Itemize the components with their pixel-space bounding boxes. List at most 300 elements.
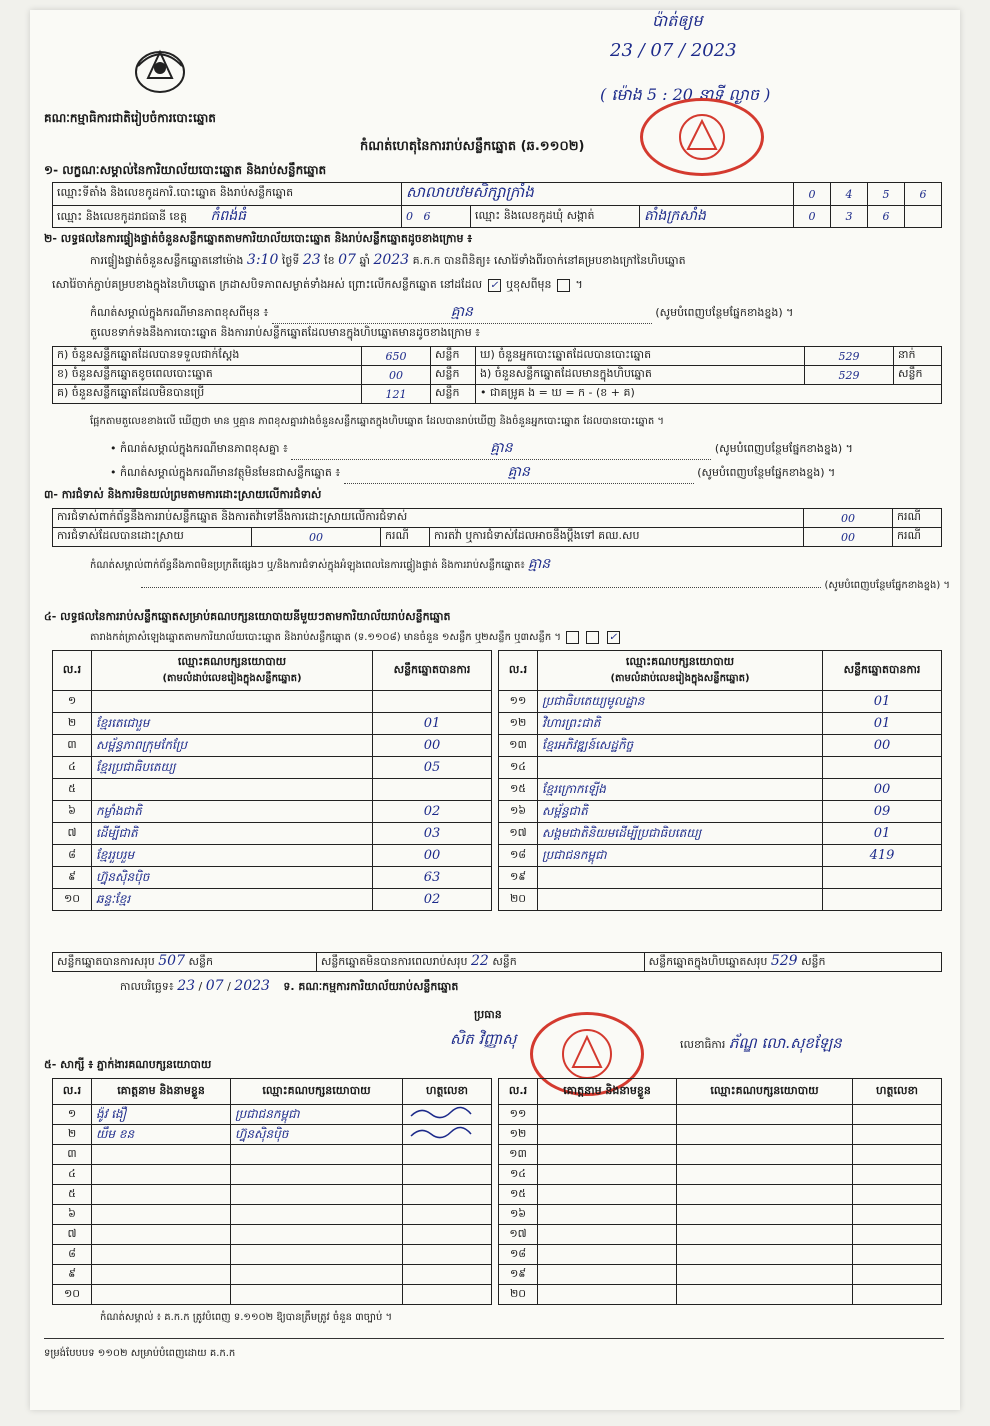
section1-title: ១- លក្ខណៈសម្គាល់នៃការិយាល័យបោះឆ្នោត និងរាប់សន្លឹកឆ្នោត bbox=[44, 163, 327, 177]
witness-row-no: ១៦ bbox=[499, 1205, 538, 1225]
date-month: 07 bbox=[205, 978, 224, 994]
party-row-votes bbox=[823, 867, 942, 889]
witness-row bbox=[499, 1225, 942, 1245]
location-code-2: 4 bbox=[831, 183, 868, 206]
witness-row-party bbox=[231, 1245, 403, 1265]
witness-row-signature bbox=[853, 1105, 942, 1125]
party-row bbox=[499, 735, 942, 757]
witness-row-signature bbox=[403, 1205, 492, 1225]
witness-row bbox=[53, 1145, 492, 1165]
party-row bbox=[53, 735, 492, 757]
total-invalid-value: 22 bbox=[470, 953, 489, 969]
witness-row-name bbox=[92, 1225, 231, 1245]
location-code-3: 5 bbox=[868, 183, 905, 206]
witness-row-no: ៨ bbox=[53, 1245, 92, 1265]
party-row bbox=[53, 889, 492, 911]
party-row-no: ១៨ bbox=[499, 845, 538, 867]
footer-text: ទម្រង់បែបបទ ១១០២ សម្រាប់បំពេញដោយ គ.ក.ក bbox=[44, 1348, 236, 1359]
col-votes: សន្លឹកឆ្នោតបានការ bbox=[373, 651, 492, 691]
col-party bbox=[92, 651, 373, 691]
stat-a-value: 650 bbox=[362, 347, 431, 366]
witness-row-no: ៩ bbox=[53, 1265, 92, 1285]
party-row-name: វិហារព្រះជាតិ bbox=[538, 713, 823, 735]
w-col-party: ឈ្មោះគណបក្សនយោបាយ bbox=[231, 1079, 403, 1105]
witness-left bbox=[52, 1078, 492, 1305]
witness-row bbox=[499, 1245, 942, 1265]
witness-row-party bbox=[231, 1165, 403, 1185]
party-row-name: ខ្មែរអភិវឌ្ឍន៍សេដ្ឋកិច្ច bbox=[538, 735, 823, 757]
date-year: 2023 bbox=[234, 978, 270, 994]
stat-a-unit: សន្លឹក bbox=[431, 347, 476, 366]
witness-row bbox=[53, 1285, 492, 1305]
party-row bbox=[53, 713, 492, 735]
witness-row bbox=[53, 1185, 492, 1205]
party-row bbox=[53, 867, 492, 889]
witness-row-name bbox=[92, 1245, 231, 1265]
party-row bbox=[499, 713, 942, 735]
party-row-no: ១២ bbox=[499, 713, 538, 735]
witness-right bbox=[498, 1078, 942, 1305]
witness-row-name bbox=[538, 1165, 677, 1185]
witness-row-name bbox=[92, 1205, 231, 1225]
location-value: សាលាបឋមសិក្សាក្រាំង bbox=[402, 183, 794, 206]
signature-scribble bbox=[407, 1126, 477, 1140]
party-row bbox=[499, 867, 942, 889]
party-row-no: ១៦ bbox=[499, 801, 538, 823]
witness-row-name bbox=[538, 1265, 677, 1285]
objection-value: 00 bbox=[804, 509, 893, 528]
date-label: កាលបរិច្ឆេទ៖ bbox=[120, 980, 174, 993]
stats-row bbox=[53, 366, 942, 385]
party-row-votes: 01 bbox=[823, 691, 942, 713]
witness-row-signature bbox=[403, 1285, 492, 1305]
witness-row bbox=[499, 1105, 942, 1125]
changed-checkbox[interactable] bbox=[557, 279, 570, 292]
bullet1-suffix: (សូមបំពេញបន្ថែមផ្នែកខាងខ្នង) ។ bbox=[714, 442, 853, 455]
party-row-name: ប្រជាធិបតេយ្យមូលដ្ឋាន bbox=[538, 691, 823, 713]
witness-row-no: ១៥ bbox=[499, 1185, 538, 1205]
section3-note-value: គ្មាន bbox=[527, 556, 551, 572]
witness-row-no: ១ bbox=[53, 1105, 92, 1125]
witness-row-party bbox=[231, 1285, 403, 1305]
party-row-name: ខ្មែររួបរួម bbox=[92, 845, 373, 867]
party-row-no: ៩ bbox=[53, 867, 92, 889]
handwritten-date: 23 / 07 / 2023 bbox=[610, 40, 737, 61]
party-row-name bbox=[538, 757, 823, 779]
stat-b-value: 00 bbox=[362, 366, 431, 385]
section5-title: ៥- សាក្សី ៖ ភ្នាក់ងារគណបក្សនយោបាយ bbox=[44, 1058, 212, 1071]
witness-row-signature bbox=[853, 1245, 942, 1265]
handwritten-note: ប៉ាត់ឲ្យម bbox=[652, 11, 703, 30]
witness-row-party bbox=[677, 1185, 853, 1205]
party-row-no: ២ bbox=[53, 713, 92, 735]
chair-name: សិត វិញ្ញាសុ bbox=[450, 1030, 517, 1048]
witness-row bbox=[53, 1165, 492, 1185]
stat-e-value: 529 bbox=[805, 366, 894, 385]
party-row-votes: 05 bbox=[373, 757, 492, 779]
party-row bbox=[499, 823, 942, 845]
w-col-no-right: ល.រ bbox=[499, 1079, 538, 1105]
resolved-value: 00 bbox=[252, 528, 381, 547]
note-suffix: (សូមបំពេញបន្ថែមផ្នែកខាងខ្នង) ។ bbox=[655, 306, 794, 319]
line1-text-e: គ.ក.ក បានពិនិត្យ៖ សោរ៉ៃទាំងពីរចាក់នៅគម្របខាងក្រៅនៃហិបឆ្នោត bbox=[412, 254, 686, 267]
party-row bbox=[499, 779, 942, 801]
party-row-no: ១៧ bbox=[499, 823, 538, 845]
witness-row-party bbox=[231, 1205, 403, 1225]
witness-row-signature bbox=[853, 1185, 942, 1205]
province-value: កំពង់ធំ bbox=[210, 208, 247, 224]
witness-row-signature bbox=[853, 1205, 942, 1225]
party-row-votes: 01 bbox=[373, 713, 492, 735]
sheet3-checkbox[interactable]: ✓ bbox=[607, 631, 620, 644]
party-row-votes bbox=[823, 757, 942, 779]
witness-row-signature bbox=[403, 1145, 492, 1165]
witness-row-name bbox=[538, 1105, 677, 1125]
section4-intro-text: តារាងកត់ត្រាសំឡេងឆ្នោតតាមការិយាល័យបោះឆ្នោត និងរាប់សន្លឹកឆ្នោត (ទ.១១០៨) មានចំនួន ១សន្លឹក ឬ២សន្លឹក ឬ៣សន្លឹក ។ bbox=[90, 632, 562, 643]
party-row-no: ១៣ bbox=[499, 735, 538, 757]
witness-row-signature bbox=[853, 1265, 942, 1285]
party-row-no: ៣ bbox=[53, 735, 92, 757]
section2-intro: តួលេខទាក់ទងនឹងការបោះឆ្នោត និងការរាប់សន្លឹកឆ្នោតដែលមានក្នុងហិបឆ្នោតមានដូចខាងក្រោម ៖ bbox=[90, 326, 481, 339]
section2-bullet1 bbox=[110, 438, 950, 460]
location-code-1: 0 bbox=[794, 183, 831, 206]
party-row-votes bbox=[373, 691, 492, 713]
witness-row-no: ៥ bbox=[53, 1185, 92, 1205]
party-row-name bbox=[92, 779, 373, 801]
party-row-name: សម្ព័ន្ធភាពក្រុមកែប្រែ bbox=[92, 735, 373, 757]
stat-e-label: ង) ចំនួនសន្លឹកឆ្នោតដែលមានក្នុងហិបឆ្នោត bbox=[476, 366, 805, 385]
stats-row bbox=[53, 347, 942, 366]
total-valid-unit: សន្លឹក bbox=[188, 955, 213, 968]
province-label bbox=[53, 206, 402, 228]
witness-row-party: ប្រជាជនកម្ពុជា bbox=[231, 1105, 403, 1125]
section2-line2: សោរ៉ៃចាក់ភ្ជាប់គម្របខាងក្នុងនៃហិបឆ្នោត ក្រដាសបិទភាពសម្ងាត់ទាំងអស់ ព្រោះលើកសន្លឹកឆ្នោត នៅដដែល ✓ ឬខុសពីមុន ។ bbox=[52, 278, 583, 291]
appeal-label: ការតវ៉ា ឬការជំទាស់ដែលអាចនឹងប្តឹងទៅ គឈ.សប bbox=[430, 528, 804, 547]
col-party-right-sub: (តាមលំដាប់លេខរៀងក្នុងសន្លឹកឆ្នោត) bbox=[610, 673, 750, 684]
date-day: 23 bbox=[177, 978, 196, 994]
location-code-4: 6 bbox=[905, 183, 942, 206]
note-label: កំណត់សម្គាល់ក្នុងករណីមានភាពខុសពីមុន ៖ bbox=[90, 306, 269, 319]
section2-title: ២- លទ្ធផលនៃការផ្ទៀងផ្ទាត់ចំនួនសន្លឹកឆ្នោតតាមការិយាល័យបោះឆ្នោត និងរាប់សន្លឹកឆ្នោតដូចខាងក្រោម ៖ bbox=[44, 232, 473, 245]
total-box bbox=[644, 953, 941, 972]
party-row bbox=[53, 845, 492, 867]
col-party-sub: (តាមលំដាប់លេខរៀងក្នុងសន្លឹកឆ្នោត) bbox=[162, 673, 302, 684]
col-no: ល.រ bbox=[53, 651, 92, 691]
appeal-value: 00 bbox=[804, 528, 893, 547]
sheet1-checkbox[interactable] bbox=[566, 631, 579, 644]
w-col-name: គោត្តនាម និងនាមខ្លួន bbox=[92, 1079, 231, 1105]
witness-row-party bbox=[677, 1245, 853, 1265]
witness-row-name bbox=[92, 1165, 231, 1185]
emblem-logo bbox=[130, 38, 190, 98]
witness-row-party bbox=[231, 1185, 403, 1205]
party-row bbox=[499, 801, 942, 823]
line1-text-a: ការផ្ទៀងផ្ទាត់ចំនួនសន្លឹកឆ្នោតនៅម៉ោង bbox=[90, 254, 244, 267]
formula-label: • ជាគម្រូគ ង = ឃ = ក - (ខ + គ) bbox=[476, 385, 942, 404]
witness-row-name: ង៉ូវ ងឿ bbox=[92, 1105, 231, 1125]
stat-c-unit: សន្លឹក bbox=[431, 385, 476, 404]
bullet1-label: • កំណត់សម្គាល់ក្នុងករណីមានភាពខុសគ្នា ៖ bbox=[110, 442, 288, 455]
total-box-label: សន្លឹកឆ្នោតក្នុងហិបឆ្នោតសរុប bbox=[648, 955, 768, 968]
witness-row bbox=[53, 1105, 492, 1125]
witness-row-name bbox=[538, 1125, 677, 1145]
section4-intro bbox=[90, 630, 622, 645]
party-row bbox=[499, 691, 942, 713]
total-invalid-unit: សន្លឹក bbox=[492, 955, 517, 968]
witness-row bbox=[53, 1205, 492, 1225]
resolved-label: ការជំទាស់ដែលបានដោះស្រាយ bbox=[53, 528, 252, 547]
witness-row-no: ១៣ bbox=[499, 1145, 538, 1165]
section3-note-line bbox=[52, 578, 950, 593]
objection-unit: ករណី bbox=[893, 509, 942, 528]
party-row-votes bbox=[373, 779, 492, 801]
total-valid-label: សន្លឹកឆ្នោតបានការសរុប bbox=[57, 955, 155, 968]
section2-bullet2 bbox=[110, 462, 950, 484]
footer-divider bbox=[44, 1338, 944, 1339]
col-party-right-text: ឈ្មោះគណបក្សនយោបាយ bbox=[625, 655, 735, 668]
bullet2-suffix: (សូមបំពេញបន្ថែមផ្នែកខាងខ្នង) ។ bbox=[697, 466, 836, 479]
month-value: 07 bbox=[338, 252, 356, 268]
doc-title: កំណត់ហេតុនៃការរាប់សន្លឹកឆ្នោត (ឆ.១១០២) bbox=[360, 139, 585, 154]
w-col-sign: ហត្ថលេខា bbox=[403, 1079, 492, 1105]
commune-value: តាំងក្រសាំង bbox=[640, 206, 794, 228]
commune-code-1: 0 bbox=[794, 206, 831, 228]
witness-row-no: ២ bbox=[53, 1125, 92, 1145]
witness-row-party bbox=[677, 1145, 853, 1165]
col-party-text: ឈ្មោះគណបក្សនយោបាយ bbox=[177, 655, 287, 668]
party-row-name: សម្ព័ន្ធជាតិ bbox=[538, 801, 823, 823]
witness-row-party bbox=[677, 1265, 853, 1285]
party-row-votes: 00 bbox=[373, 735, 492, 757]
objection-label: ការជំទាស់ពាក់ព័ន្ធនឹងការរាប់សន្លឹកឆ្នោត និងការតវ៉ាទៅនឹងការដោះស្រាយលើការជំទាស់ bbox=[53, 509, 804, 528]
section2-line1 bbox=[90, 252, 950, 270]
total-box-unit: សន្លឹក bbox=[801, 955, 826, 968]
party-row-no: ១០ bbox=[53, 889, 92, 911]
party-row-no: ៥ bbox=[53, 779, 92, 801]
witness-row-signature bbox=[403, 1185, 492, 1205]
witness-row bbox=[499, 1165, 942, 1185]
witness-row bbox=[499, 1185, 942, 1205]
w-col-sign-right: ហត្ថលេខា bbox=[853, 1079, 942, 1105]
party-row-no: ៦ bbox=[53, 801, 92, 823]
party-row-no: ២០ bbox=[499, 889, 538, 911]
location-label: ឈ្មោះទីតាំង និងលេខកូដការិ.បោះឆ្នោត និងរាប់សន្លឹកឆ្នោត bbox=[53, 183, 402, 206]
witness-row bbox=[499, 1205, 942, 1225]
stats-row bbox=[53, 385, 942, 404]
secretary-label: លេខាធិការ bbox=[680, 1038, 726, 1051]
day-value: 23 bbox=[302, 252, 321, 268]
total-invalid-label: សន្លឹកឆ្នោតមិនបានការពេលរាប់សរុប bbox=[320, 955, 468, 968]
witness-row-signature bbox=[403, 1105, 492, 1125]
section3-table bbox=[52, 508, 942, 547]
party-row-name: ខ្មែរតេជោរួម bbox=[92, 713, 373, 735]
province-code bbox=[402, 206, 471, 228]
witness-row bbox=[53, 1265, 492, 1285]
witness-row-no: ៧ bbox=[53, 1225, 92, 1245]
witness-row-name bbox=[92, 1145, 231, 1165]
witness-row-no: ៤ bbox=[53, 1165, 92, 1185]
witness-row bbox=[499, 1265, 942, 1285]
party-row bbox=[499, 889, 942, 911]
witness-row-party bbox=[231, 1145, 403, 1165]
form-page bbox=[30, 10, 960, 1410]
witness-row-signature bbox=[853, 1125, 942, 1145]
commune-code-empty bbox=[905, 206, 942, 228]
party-results-right bbox=[498, 650, 942, 911]
total-box-value: 529 bbox=[770, 953, 798, 969]
witness-row-party bbox=[677, 1285, 853, 1305]
w-col-party-right: ឈ្មោះគណបក្សនយោបាយ bbox=[677, 1079, 853, 1105]
party-row-name: កម្លាំងជាតិ bbox=[92, 801, 373, 823]
sheet2-checkbox[interactable] bbox=[586, 631, 599, 644]
witness-row-signature bbox=[403, 1165, 492, 1185]
same-checkbox[interactable]: ✓ bbox=[488, 279, 501, 292]
section3-title: ៣- ការជំទាស់ និងការមិនយល់ព្រមតាមការដោះស្រាយលើការជំទាស់ bbox=[44, 488, 322, 501]
col-votes-right: សន្លឹកឆ្នោតបានការ bbox=[823, 651, 942, 691]
party-row-votes: 02 bbox=[373, 801, 492, 823]
col-no-right: ល.រ bbox=[499, 651, 538, 691]
witness-row-signature bbox=[853, 1285, 942, 1305]
section1-table bbox=[52, 182, 942, 228]
party-results-left bbox=[52, 650, 492, 911]
stat-a-label: ក) ចំនួនសន្លឹកឆ្នោតដែលបានទទួលជាក់ស្តែង bbox=[53, 347, 362, 366]
party-row-name: ដើម្បីជាតិ bbox=[92, 823, 373, 845]
commune-code-2: 3 bbox=[831, 206, 868, 228]
section2-check-line: ផ្អែកតាមតួលេខខាងលើ ឃើញថា មាន ឬគ្មាន ភាពខុសគ្នារវាងចំនួនសន្លឹកឆ្នោតក្នុងហិបឆ្នោត ដែលបានរាប់ឃើញ និងចំនួនអ្នកបោះឆ្នោត ដែលបានបោះឆ្នោត ។ bbox=[90, 416, 665, 427]
party-row-no: ៨ bbox=[53, 845, 92, 867]
year-value: 2023 bbox=[373, 252, 410, 268]
witness-row-party bbox=[677, 1125, 853, 1145]
party-row-no: ៧ bbox=[53, 823, 92, 845]
witness-row-party bbox=[677, 1105, 853, 1125]
total-invalid bbox=[316, 953, 644, 972]
witness-row-signature bbox=[403, 1245, 492, 1265]
party-row bbox=[53, 779, 492, 801]
party-row-name: ខ្មែរប្រជាធិបតេយ្យ bbox=[92, 757, 373, 779]
note-value: គ្មាន bbox=[272, 302, 652, 324]
witness-row-party: ហ្វ៊ុនស៊ិនប៉ិច bbox=[231, 1125, 403, 1145]
line1-text-b: ថ្ងៃទី bbox=[281, 254, 300, 267]
secretary bbox=[680, 1034, 842, 1056]
chair-label: ប្រធាន bbox=[474, 1008, 502, 1021]
party-row-votes: 63 bbox=[373, 867, 492, 889]
commune-code-3: 6 bbox=[868, 206, 905, 228]
line1-text-d: ឆ្នាំ bbox=[359, 254, 370, 267]
section3-note-suffix: (សូមបំពេញបន្ថែមផ្នែកខាងខ្នង) ។ bbox=[824, 580, 950, 591]
witness-row-no: ១២ bbox=[499, 1125, 538, 1145]
section3-note-label: កំណត់សម្គាល់ពាក់ព័ន្ធនឹងភាពមិនប្រក្រតីផ្សេងៗ ឬ/និងការជំទាស់ក្នុងអំឡុងពេលនៃការផ្ទៀងផ្ទាត់ និងការរាប់សន្លឹកឆ្នោត៖ bbox=[90, 560, 525, 571]
party-row-no: ១៥ bbox=[499, 779, 538, 801]
witness-row-signature bbox=[403, 1225, 492, 1245]
witness-row-name bbox=[538, 1205, 677, 1225]
party-row-name bbox=[92, 691, 373, 713]
party-row-name bbox=[538, 889, 823, 911]
witness-row-name bbox=[538, 1145, 677, 1165]
w-col-name-right: គោត្តនាម និងនាមខ្លួន bbox=[538, 1079, 677, 1105]
changed-label: ឬខុសពីមុន bbox=[506, 278, 552, 291]
committee-label: ទ. គណៈកម្មការការិយាល័យរាប់សន្លឹកឆ្នោត bbox=[283, 980, 459, 993]
witness-row bbox=[499, 1125, 942, 1145]
province-code-1: 0 bbox=[406, 210, 413, 223]
party-row-no: ១១ bbox=[499, 691, 538, 713]
witness-row-no: ១៧ bbox=[499, 1225, 538, 1245]
signature-scribble bbox=[407, 1106, 477, 1120]
stat-c-label: គ) ចំនួនសន្លឹកឆ្នោតដែលមិនបានប្រើ bbox=[53, 385, 362, 404]
stat-d-value: 529 bbox=[805, 347, 894, 366]
witness-row-signature bbox=[853, 1225, 942, 1245]
appeal-unit: ករណី bbox=[893, 528, 942, 547]
party-row bbox=[499, 757, 942, 779]
party-row-name bbox=[538, 867, 823, 889]
party-row bbox=[53, 823, 492, 845]
witness-row-party bbox=[231, 1265, 403, 1285]
witness-row-name bbox=[92, 1185, 231, 1205]
witness-row-signature bbox=[403, 1265, 492, 1285]
party-row-votes: 00 bbox=[373, 845, 492, 867]
handwritten-time: ( ម៉ោង 5 : 20 នាទី ល្ងាច ) bbox=[600, 85, 771, 104]
total-valid-value: 507 bbox=[158, 953, 185, 969]
witness-row bbox=[499, 1145, 942, 1165]
stat-c-value: 121 bbox=[362, 385, 431, 404]
party-row-votes: 00 bbox=[823, 779, 942, 801]
witness-row-party bbox=[677, 1225, 853, 1245]
witness-row-name bbox=[92, 1285, 231, 1305]
party-row-votes bbox=[823, 889, 942, 911]
footnote: កំណត់សម្គាល់ ៖ គ.ក.ក ត្រូវបំពេញ ទ.១១០២ ឱ្យបានត្រឹមត្រូវ ចំនួន ៣ច្បាប់ ។ bbox=[100, 1312, 393, 1323]
total-valid bbox=[53, 953, 317, 972]
org-name: គណៈកម្មាធិការជាតិរៀបចំការបោះឆ្នោត bbox=[44, 111, 216, 125]
witness-row-no: ៦ bbox=[53, 1205, 92, 1225]
line1-text-c: ខែ bbox=[324, 254, 335, 267]
party-row bbox=[499, 845, 942, 867]
party-row-votes: 419 bbox=[823, 845, 942, 867]
party-row-name: ខ្មែរក្រោកឡើង bbox=[538, 779, 823, 801]
w-col-no: ល.រ bbox=[53, 1079, 92, 1105]
witness-row-name bbox=[92, 1265, 231, 1285]
party-row-no: ១៩ bbox=[499, 867, 538, 889]
witness-row bbox=[499, 1285, 942, 1305]
col-party-right bbox=[538, 651, 823, 691]
party-row-no: ៤ bbox=[53, 757, 92, 779]
bullet1-value: គ្មាន bbox=[291, 438, 711, 460]
resolved-unit: ករណី bbox=[381, 528, 430, 547]
stat-b-unit: សន្លឹក bbox=[431, 366, 476, 385]
party-row-name: ប្រជាជនកម្ពុជា bbox=[538, 845, 823, 867]
party-row-votes: 00 bbox=[823, 735, 942, 757]
time-value: 3:10 bbox=[246, 252, 279, 268]
bullet2-value: គ្មាន bbox=[344, 462, 694, 484]
party-row-name: ហ្វ៊ុនស៊ិនប៉ិច bbox=[92, 867, 373, 889]
party-row-no: ១ bbox=[53, 691, 92, 713]
witness-row bbox=[53, 1125, 492, 1145]
commune-label: ឈ្មោះ និងលេខកូដឃុំ សង្កាត់ bbox=[471, 206, 640, 228]
stat-b-label: ខ) ចំនួនសន្លឹកឆ្នោតខូចពេលបោះឆ្នោត bbox=[53, 366, 362, 385]
witness-row-signature bbox=[853, 1145, 942, 1165]
witness-row-no: ៣ bbox=[53, 1145, 92, 1165]
party-row-votes: 01 bbox=[823, 713, 942, 735]
witness-row-no: ១១ bbox=[499, 1105, 538, 1125]
party-row-no: ១៤ bbox=[499, 757, 538, 779]
section4-title: ៤- លទ្ធផលនៃការរាប់សន្លឹកឆ្នោតសម្រាប់គណបក្សនយោបាយនីមួយៗតាមការិយាល័យរាប់សន្លឹកឆ្នោត bbox=[44, 610, 451, 623]
witness-row-party bbox=[677, 1205, 853, 1225]
witness-row-signature bbox=[403, 1125, 492, 1145]
witness-row-name bbox=[538, 1285, 677, 1305]
stat-e-unit: សន្លឹក bbox=[894, 366, 942, 385]
province-label-text: ឈ្មោះ និងលេខកូដរាជធានី ខេត្ត bbox=[57, 210, 187, 223]
party-row-votes: 03 bbox=[373, 823, 492, 845]
secretary-name: ភ័ណ្ឌ លោ.សុខឡែន bbox=[728, 1034, 842, 1052]
witness-row-signature bbox=[853, 1165, 942, 1185]
